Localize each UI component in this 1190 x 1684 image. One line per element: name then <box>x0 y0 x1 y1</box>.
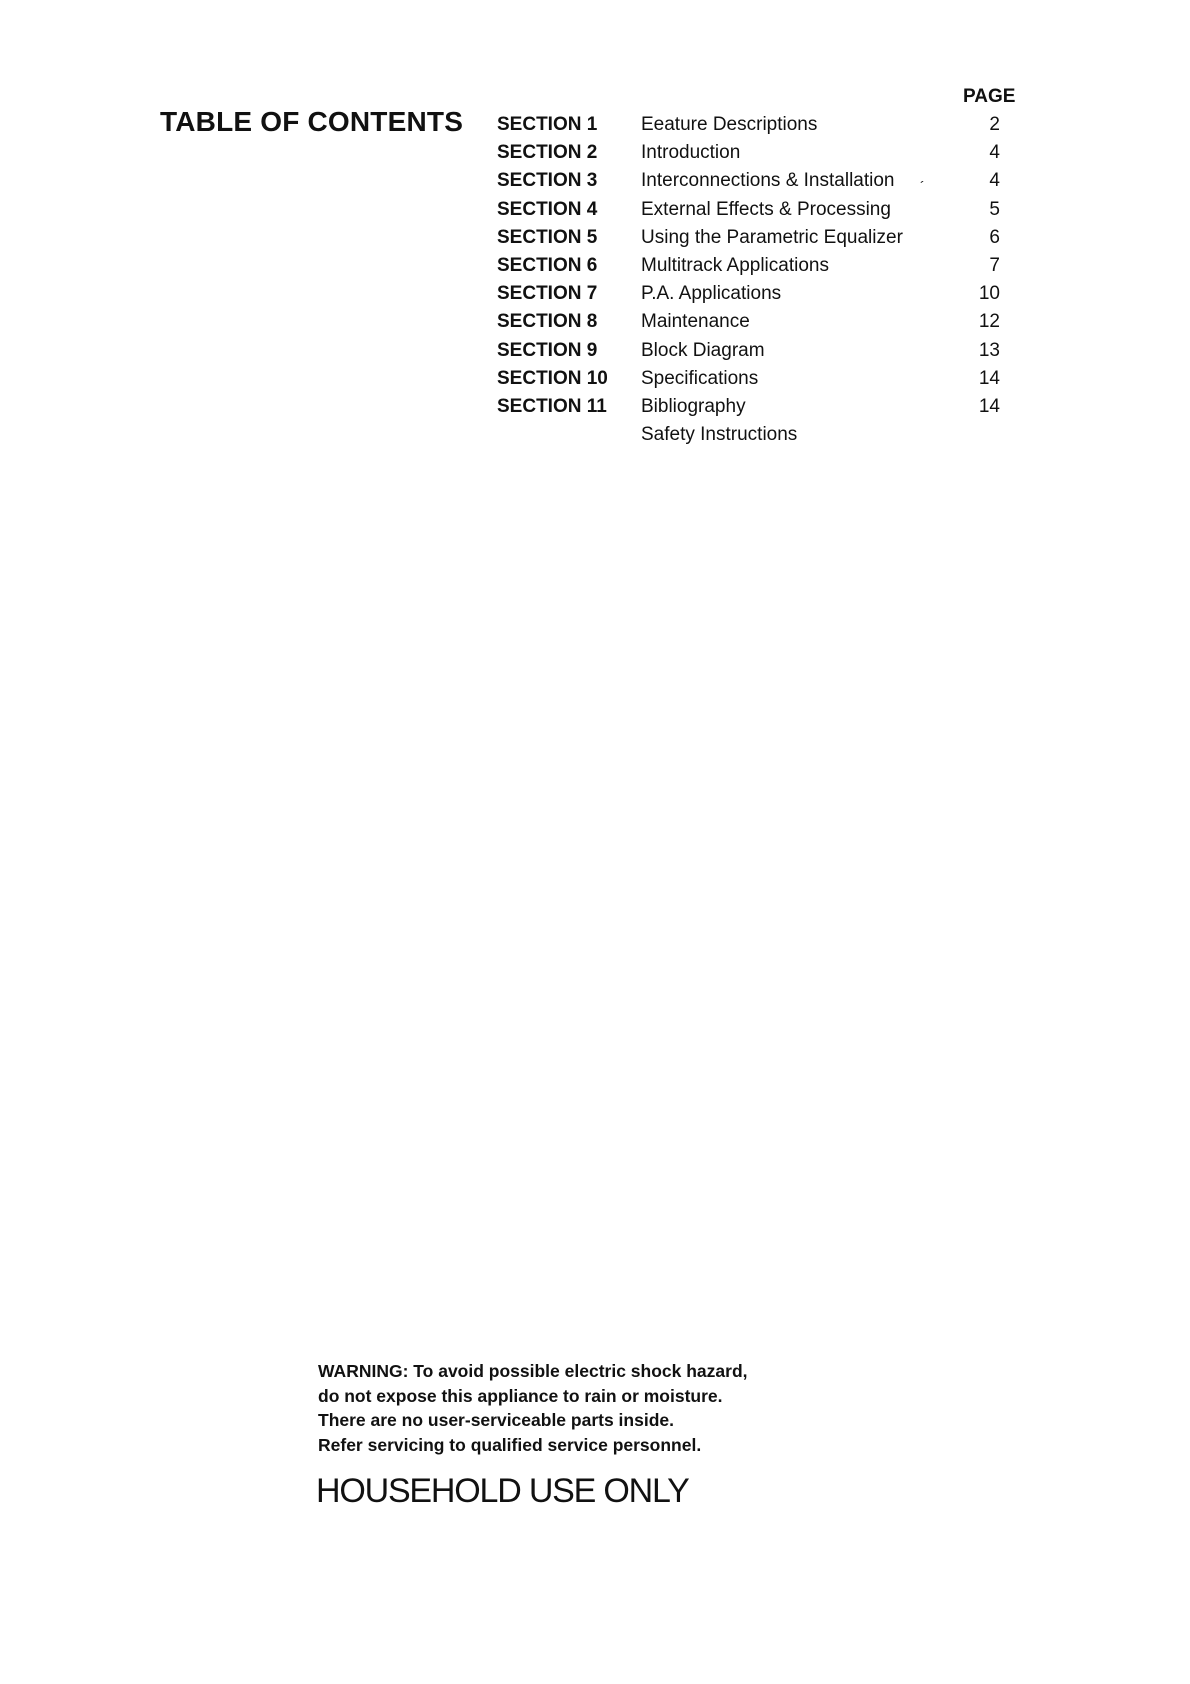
toc-page-number: 5 <box>989 198 1000 220</box>
page-column-header: PAGE <box>963 86 1016 107</box>
toc-page-number: 4 <box>989 142 1000 164</box>
toc-entry <box>0 227 1190 255</box>
toc-description: External Effects & Processing <box>641 198 891 220</box>
toc-page-number: 14 <box>978 367 1000 389</box>
toc-page-number: 2 <box>989 114 1000 135</box>
warning-line: Refer servicing to qualified service personnel. <box>318 1434 702 1455</box>
toc-entry <box>0 255 1190 283</box>
toc-section-label: SECTION 4 <box>497 198 598 220</box>
toc-entry <box>0 311 1190 339</box>
toc-description: Interconnections & Installation <box>641 170 895 192</box>
toc-page-number: 4 <box>989 170 1000 192</box>
toc-section-label: SECTION 10 <box>497 367 608 389</box>
warning-line: WARNING: To avoid possible electric shock hazard, <box>318 1361 748 1381</box>
toc-page-number: 13 <box>978 339 1000 361</box>
warning-notice <box>318 1359 748 1457</box>
toc-entry <box>0 199 1190 227</box>
toc-section-label: SECTION 2 <box>497 142 598 164</box>
toc-description: Safety Instructions <box>641 424 798 446</box>
toc-description: P.A. Applications <box>641 283 782 305</box>
toc-entry <box>0 170 1190 198</box>
toc-page-number: 14 <box>978 395 1000 417</box>
stray-mark: ´ <box>920 178 925 194</box>
toc-entry <box>0 142 1190 170</box>
toc-title: TABLE OF CONTENTS <box>160 106 464 137</box>
toc-description: Block Diagram <box>641 339 765 361</box>
toc-description: Eeature Descriptions <box>641 114 818 135</box>
warning-line: There are no user-serviceable parts inside. <box>318 1410 674 1430</box>
toc-entry <box>0 396 1190 424</box>
toc-section-label: SECTION 7 <box>497 283 598 305</box>
toc-page-number: 7 <box>989 254 1000 276</box>
toc-entry <box>0 283 1190 311</box>
toc-description: Maintenance <box>641 311 750 333</box>
toc-section-label: SECTION 5 <box>497 226 598 248</box>
warning-line: do not expose this appliance to rain or moisture. <box>318 1385 723 1406</box>
toc-entry <box>0 340 1190 368</box>
toc-entry <box>0 114 1190 142</box>
toc-description: Specifications <box>641 367 759 389</box>
toc-section-label: SECTION 3 <box>497 170 598 192</box>
toc-section-label: SECTION 11 <box>497 395 607 417</box>
toc-page-number: 10 <box>978 283 1000 305</box>
toc-entry <box>0 424 1190 452</box>
toc-description: Using the Parametric Equalizer <box>641 226 903 248</box>
toc-page-number: 12 <box>978 311 1000 333</box>
toc-description: Bibliography <box>641 395 746 417</box>
toc-section-label: SECTION 6 <box>497 254 598 276</box>
toc-section-label: SECTION 1 <box>497 114 598 135</box>
toc-description: Multitrack Applications <box>641 254 829 276</box>
toc-section-label: SECTION 9 <box>497 339 598 361</box>
toc-page-number: 6 <box>989 226 1000 248</box>
toc-description: Introduction <box>641 142 741 164</box>
toc-section-label: SECTION 8 <box>497 311 598 333</box>
toc-entry <box>0 368 1190 396</box>
household-use-notice: HOUSEHOLD USE ONLY <box>316 1472 689 1510</box>
toc-list <box>0 114 1190 452</box>
